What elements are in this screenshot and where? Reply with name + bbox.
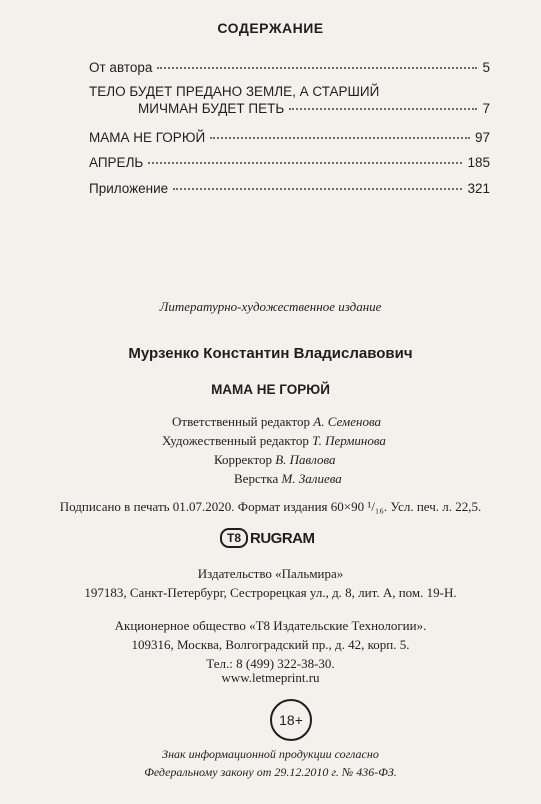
- toc-entry: [89, 60, 490, 75]
- book-title: МАМА НЕ ГОРЮЙ: [211, 382, 330, 397]
- toc-leader-dots: [289, 108, 477, 110]
- toc-entry-label: От автора: [89, 60, 153, 75]
- toc-leader-dots: [173, 188, 462, 190]
- printer-website: www.letmeprint.ru: [221, 670, 320, 685]
- author-name: Мурзенко Константин Владиславович: [128, 345, 413, 362]
- toc-entry-page: 185: [467, 155, 490, 170]
- toc-entry-label: АПРЕЛЬ: [89, 155, 144, 170]
- logo-mark: T8: [220, 528, 248, 548]
- credit-line: [162, 412, 386, 431]
- toc-leader-dots: [157, 67, 477, 69]
- credit-line: [162, 450, 386, 469]
- edition-type: Литературно-художественное издание: [159, 299, 382, 314]
- credit-line: [162, 469, 386, 488]
- toc-entry: [89, 181, 490, 196]
- publisher-block: [0, 564, 541, 602]
- toc-leader-dots: [210, 137, 470, 139]
- credit-role: Корректор: [214, 452, 272, 467]
- notice-line: Знак информационной продукции согласно: [162, 747, 379, 761]
- credit-name: В. Павлова: [275, 452, 336, 467]
- toc-entry-page: 321: [467, 181, 490, 196]
- info-product-notice: [0, 745, 541, 781]
- toc-entry-page: 97: [474, 130, 490, 145]
- credits-block: [162, 412, 386, 488]
- toc-entry: [89, 155, 490, 170]
- toc-title: СОДЕРЖАНИЕ: [217, 20, 324, 36]
- printer-address: 109316, Москва, Волгоградский пр., д. 42, корп. 5.: [131, 637, 410, 652]
- age-rating-badge: 18+: [270, 699, 312, 741]
- print-info: Подписано в печать 01.07.2020. Формат издания 60×90 ¹/₁₆. Усл. печ. л. 22,5.: [59, 499, 482, 514]
- credit-name: Т. Перминова: [312, 433, 386, 448]
- toc-entry-label: ТЕЛО БУДЕТ ПРЕДАНО ЗЕМЛЕ, А СТАРШИЙ: [89, 84, 380, 99]
- toc-entry: [89, 130, 490, 145]
- notice-line: Федеральному закону от 29.12.2010 г. № 436-ФЗ.: [144, 765, 397, 779]
- credit-role: Ответственный редактор: [172, 414, 311, 429]
- rugram-logo: [220, 526, 326, 550]
- printer-name: Акционерное общество «Т8 Издательские Технологии».: [114, 618, 427, 633]
- logo-text: RUGRAM: [250, 529, 315, 547]
- credit-role: Художественный редактор: [162, 433, 309, 448]
- credit-role: Верстка: [234, 471, 279, 486]
- toc-entry-label-cont: МИЧМАН БУДЕТ ПЕТЬ: [138, 101, 285, 116]
- credit-name: М. Залиева: [281, 471, 342, 486]
- credit-line: [162, 431, 386, 450]
- publisher-name: Издательство «Пальмира»: [197, 566, 344, 581]
- toc-entry: [89, 84, 490, 116]
- toc-entry-page: 7: [482, 101, 490, 116]
- toc-entry-page: 5: [482, 60, 490, 75]
- publisher-address: 197183, Санкт-Петербург, Сестрорецкая ул., д. 8, лит. А, пом. 19-Н.: [84, 585, 457, 600]
- printer-phone: Тел.: 8 (499) 322-38-30.: [206, 656, 335, 671]
- toc-entry-label: Приложение: [89, 181, 169, 196]
- toc-leader-dots: [148, 162, 462, 164]
- toc-entry-label: МАМА НЕ ГОРЮЙ: [89, 130, 206, 145]
- printer-block: [0, 616, 541, 673]
- credit-name: А. Семенова: [313, 414, 381, 429]
